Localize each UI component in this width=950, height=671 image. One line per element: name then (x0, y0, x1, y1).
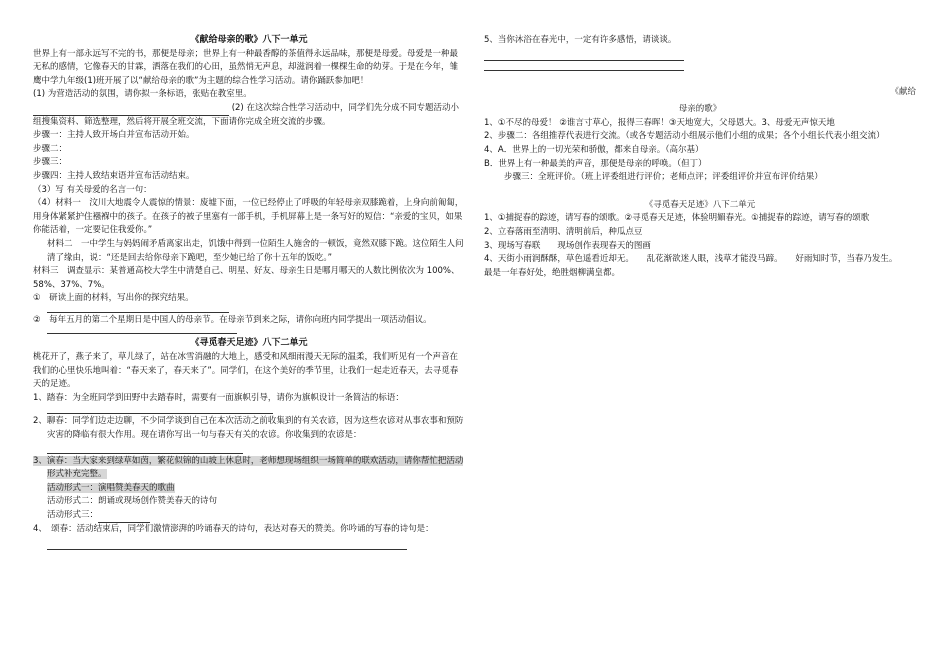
intro-spring: 桃花开了，燕子来了，草儿绿了，站在冰雪消融的大地上，感受和风细雨漫天无际的温柔，我们听见有一个声音在我们的心里快乐地叫着：“春天来了，春天来了”。同学们，在这个美好的季节里，让我们一起走近春天，去寻觅春天的足迹。 (33, 352, 459, 390)
answer-line-i2-row (33, 443, 465, 455)
spring-answer-2: 2、立春落雨至清明、清明前后，种瓜点豆 (484, 226, 643, 237)
answer-line-i3[interactable] (98, 513, 150, 523)
question-c1: ① 研读上面的材料，写出你的探究结果。 (33, 293, 194, 304)
question-2: (2) 在这次综合性学习活动中，同学们先分成不同专题活动小组搜集资料、筛选整理，然后将开展全班交流，下面请你完成全班交流的步骤。 (33, 102, 459, 127)
answer-4: B．世界上有一种最美的声音，那便是母亲的呼唤。（但丁） (484, 158, 707, 169)
material-2: 材料二 一中学生与妈妈闹矛盾离家出走，饥饿中得到一位陌生人施舍的一顿饭，竟然双膝下跪。这位陌生人问清了缘由，说：“还是回去给你母亲下跪吧，至少她已给了你十五年的饭吃。” (47, 238, 464, 263)
answer-line-c2-row (33, 327, 465, 335)
answers-title-b: 母亲的歌》 (678, 104, 722, 115)
answer-line-q5b[interactable] (484, 62, 684, 71)
answer-line-c2[interactable] (47, 327, 237, 334)
item-2: 2、聊春：同学们边走边聊，不少同学谈到自己在本次活动之前收集到的有关农谚，因为这些农谚对从事农事和预防灾害的降临有很大作用。现在请你写出一句与春天有关的农谚。你收集到的农谚是： (33, 416, 464, 441)
question-3: （3）写 有关母爱的名言一句： (33, 184, 152, 195)
step-2: 步骤二： (33, 143, 68, 154)
question-2-row (33, 102, 465, 129)
step-4: 步骤四：主持人致结束语并宣布活动结束。 (33, 170, 195, 181)
spring-answer-4: 4、天街小雨润酥酥，草色遥看近却无。 乱花渐欲迷人眼，浅草才能没马蹄。 好雨知时节，当春乃发生。 最是一年春好处，绝胜烟柳满皇都。 (484, 254, 911, 278)
right-column (484, 34, 916, 280)
answer-line-i2[interactable] (47, 443, 243, 454)
answer-line-q5a-row (484, 48, 916, 62)
answer-2: 2、步骤二：各组推荐代表进行交流。（或各专题活动小组展示他们小组的成果；各个小组长代表小组交流） (484, 131, 885, 142)
answer-line-i1-row (33, 405, 465, 415)
item-3-form-1-row (33, 482, 465, 496)
answer-line-1[interactable] (33, 106, 229, 116)
intro-mother: 世界上有一部永远写不完的书，那便是母亲；世界上有一种最香醇的茶值得永远品味，那便是母爱。母爱是一种最无私的感情，它像春天的甘霖，洒落在我们的心田，虽然悄无声息，却滋润着一棵棵生命的幼芽。于是在今年，雏鹰中学九年级(1)班开展了以“献给母亲的歌”为主题的综合性学习活动。请你踊跃参加吧！ (33, 48, 459, 86)
step-1: 步骤一：主持人致开场白并宣布活动开始。 (33, 130, 195, 141)
item-3: 3、演春：当大家来到绿草如茵，繁花似锦的山坡上休息时，老师想现场组织一场简单的联欢活动，请你帮忙把活动形式补充完整。 (33, 455, 464, 480)
section-title-mother: 《献给母亲的歌》八下一单元 (190, 35, 308, 45)
answer-1: 1、①不尽的母爱！ ②谁言寸草心，报得三春晖！③天地宽大，父母恩大。3、母爱无声惊天地 (484, 117, 835, 128)
item-3-form-2: 活动形式二：朗诵或现场创作赞美春天的诗句 (47, 496, 218, 507)
item-3-form-3: 活动形式三： (47, 510, 99, 520)
section-title-spring: 《寻觅春天足迹》八下二单元 (190, 338, 308, 349)
answer-line-q5b-row (484, 62, 916, 76)
spring-answer-3: 3、现场写春联 现场创作表现春天的图画 (484, 240, 651, 251)
question-5: 5、当你沐浴在春光中，一定有许多感悟，请谈谈。 (484, 35, 677, 45)
answer-line-c1[interactable] (47, 306, 229, 313)
material-1: （4）材料一 汶川大地震令人震惊的情景：废墟下面，一位已经停止了呼吸的年轻母亲双膝跪着，上身向前匍匐，用身体紧紧护住襁褓中的孩子。在孩子的被子里塞有一部手机，手机屏幕上是一条写好的短信：“亲爱的宝贝，如果你能活着，一定要记住我爱你。” (33, 198, 464, 236)
answer-line-c1-row (33, 306, 465, 314)
item-4: 4、 颂春：活动结束后，同学们激情澎湃的吟诵春天的诗句，表达对春天的赞美。你吟诵的写春的诗句是： (33, 523, 434, 534)
item-3-row (33, 455, 465, 482)
item-1: 1、踏春：为全班同学到田野中去踏春时，需要有一面旗帜引导，请你为旗帜设计一条简洁的标语： (33, 392, 404, 403)
answer-5: 步骤三：全班评价。（班上评委组进行评价；老师点评；评委组评价并宣布评价结果） (504, 172, 823, 183)
answer-3: 4、A．世界上的一切光荣和骄傲，都来自母亲。（高尔基） (484, 144, 704, 155)
answer-line-i4[interactable] (47, 540, 407, 550)
question-c2: ② 每年五月的第二个星期日是中国人的母亲节。在母亲节到来之际，请你向班内同学提出一项活动倡议。 (33, 314, 432, 325)
answers-title-spring: 《寻觅春天足迹》八下二单元 (644, 199, 756, 210)
answer-line-i1[interactable] (47, 405, 273, 414)
step-3: 步骤三： (33, 157, 68, 168)
answers-title-a: 《献给 (890, 86, 916, 97)
answer-line-q5a[interactable] (484, 48, 684, 61)
item-3-form-3-row (33, 509, 465, 523)
spring-answer-1: 1、①捕捉春的踪迹，请写春的颂歌。②寻觅春天足迹，体验明媚春光。①捕捉春的踪迹，请写春的颂歌 (484, 213, 870, 224)
material-3: 材料三 调查显示：某普通高校大学生中清楚自己、明星、好友、母亲生日是哪月哪天的人数比例依次为 100%、58%、37%、7%。 (33, 266, 460, 290)
item-3-form-1: 活动形式一：演唱赞美春天的歌曲 (47, 482, 175, 493)
item-4-row (33, 523, 465, 550)
question-1: (1) 为营造活动的氛围，请你拟一条标语，张贴在教室里。 (33, 89, 252, 100)
left-column (33, 34, 465, 550)
